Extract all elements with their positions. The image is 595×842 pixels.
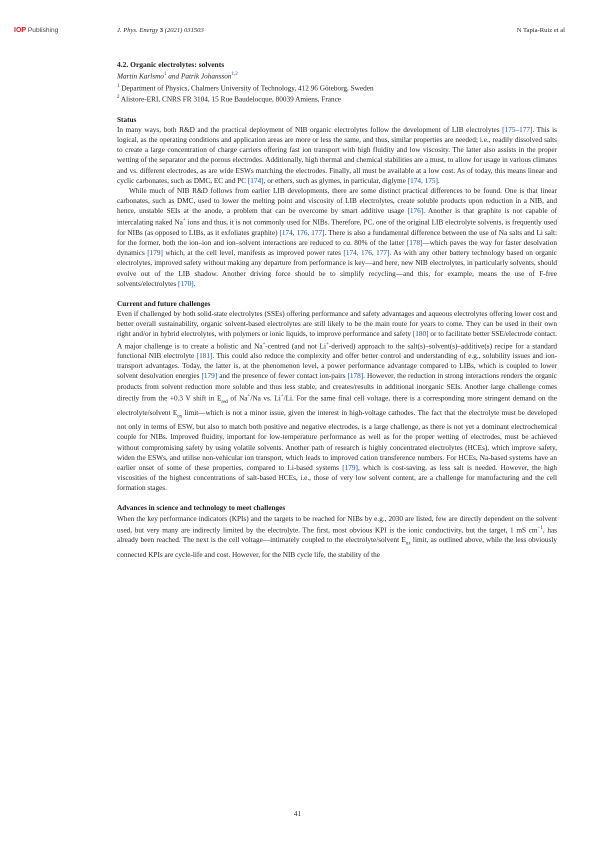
body-text-run: /Na vs. Li	[250, 394, 281, 403]
author-1: Martin Karlsmo	[117, 72, 164, 81]
body-text-run: −1	[537, 525, 543, 531]
body-text-run: of Na	[227, 394, 248, 403]
citation-link[interactable]: [178]	[406, 239, 423, 248]
body-text-run: . This could also reduce the complexity and offer better control and understanding of e.g., solubility issues and ion-transport advantages. Today, the latter is, at the phenomenon level, a power performance advantage compared to LIBs, which is coupled to lower solvent desolvation energies	[117, 352, 557, 381]
journal-citation	[117, 27, 204, 34]
citation-link[interactable]: [175–177]	[502, 126, 533, 134]
citation-link[interactable]: [179]	[342, 463, 358, 472]
body-text-run: +	[262, 341, 266, 347]
body-text-run: , has already been reached. The next is the cell voltage—intimately coupled to the electrolyte/solvent E	[117, 526, 557, 545]
citation-link[interactable]: [174, 175]	[407, 176, 438, 185]
author-2: and Patrik Johansson	[166, 72, 232, 81]
affiliation-1	[117, 82, 557, 94]
citation-link[interactable]: [180]	[412, 330, 429, 339]
body-text-run: ca.	[343, 239, 352, 248]
body-text-run: +	[326, 341, 329, 347]
body-text-run: ox	[177, 414, 183, 420]
citation-link[interactable]: [174, 176, 177]	[279, 228, 325, 237]
publisher-name: Publishing	[27, 27, 59, 34]
body-text-run: , or ethers, such as glymes, in particular, diglyme	[263, 176, 408, 185]
body-text-run: and the presence of fewer contact ion-pairs	[217, 372, 348, 381]
journal-year-article: (2021) 031503	[164, 27, 204, 34]
affiliation-1-text: Department of Physics, Chalmers University of Technology, 412 96 Göteborg, Sweden	[119, 84, 374, 93]
running-header	[0, 27, 595, 39]
body-text-run: . Another is that graphite is not capable of intercalating naked Na	[117, 207, 557, 227]
status-paragraph-1	[117, 125, 557, 186]
body-text-run: In many ways, both R&D and the practical deployment of NIB organic electrolytes follow the development of LIB electrolytes	[117, 126, 503, 134]
body-text-run: . This is logical, as the operating conditions and application areas are more or less the same, and thus, similar properties are needed; i.e., readily dissolved salts to create a large concentration of charge carriers offering fast ion transport with high fluidity and low viscosity. The latter also assists in the proper wetting of the separator and the porous electrodes. Additionally, high thermal and chemical stabilities are a must, to allow for usage in various climates and vs. different electrodes, as are wide ESWs matching the electrodes. Finally, all must be available at a low cost. As of today, this means linear and cyclic carbonates, such as DMC, EC and PC	[117, 126, 557, 185]
body-text-run: . However, the reduction in strong interactions renders the organic products from solvent reduction more soluble and thus less stable, and creates/results in additional inorganic SEIs. Another large challenge comes directly from the +0.3 V shift in E	[117, 372, 558, 403]
author-1-affil-link[interactable]: 1	[163, 72, 167, 78]
citation-link[interactable]: [179]	[201, 372, 218, 381]
body-text-run: -derived) approach to the salt(s)–solvent(s)–additive(s) recipe for a standard functional NIB electrolyte	[117, 341, 557, 361]
body-text-run: .	[193, 279, 196, 288]
body-text-run: which, at the cell level, manifests as improved power rates	[162, 249, 344, 258]
author-byline	[117, 70, 557, 82]
affiliation-2-text: Alistore-ERI, CNRS FR 3104, 15 Rue Baudelocque, 80039 Amiens, France	[119, 95, 342, 104]
body-text-run: red	[221, 399, 228, 405]
journal-abbrev: J. Phys. Energy	[117, 27, 159, 34]
advances-heading: Advances in science and technology to meet challenges	[117, 504, 286, 513]
journal-volume: 3	[159, 27, 164, 34]
body-text-run: -centred (and not Li	[265, 341, 326, 350]
advances-paragraph	[117, 514, 557, 560]
body-text-run: . There is also a fundamental difference between the use of Na salts and Li salt: for the former, both the ion–ion and ion–solvent interactions are reduced to	[117, 228, 557, 248]
body-text-run: +	[182, 218, 186, 224]
challenges-heading: Current and future challenges	[117, 299, 211, 308]
citation-link[interactable]: [181]	[196, 352, 213, 361]
body-text-run: limit, as outlined above, while the less obviously connected KPIs are cycle-life and cost. However, for the NIB cycle life, the stability of the	[117, 536, 557, 559]
body-text-run: , which is cost-saving, as less salt is needed. However, the high viscosities of the highest concentrations of salt-based HCEs, i.e., those of very low solvent content, are a challenge for manufacturing and the cell formation stages.	[117, 463, 557, 493]
iop-mark: IOP	[14, 27, 27, 34]
status-heading: Status	[117, 115, 137, 124]
citation-link[interactable]: [174]	[247, 176, 264, 185]
body-text-run: . As with any other battery technology based on organic electrolytes, improved safety without making any departure from performance is key—and here, new NIB electrolytes, in particularly solvents, should evolve out of the LIB shadow. Another driving force should be to simplify recycling—and this, for example, means the use of F-free solvents/electrolytes	[117, 249, 557, 288]
body-text-run: 80% of the latter	[351, 239, 407, 248]
citation-link[interactable]: [174, 176, 177]	[343, 249, 390, 258]
body-text-run: or to facilitate better SSE/electrode contact. A major challenge is to create a holistic and Na	[117, 330, 557, 350]
body-text-run: /Li. For the same final cell voltage, there is a corresponding more stringent demand on the electrolyte/solvent E	[117, 394, 558, 417]
page-number: 41	[293, 810, 302, 818]
body-text-run: When the key performance indicators (KPIs) and the targets to be reached for NIBs by e.g., 2030 are listed, few are directly dependent on the solvent used, but very many are indirectly limited by the electrolyte. The first, most obvious KPI is the ionic conductivity, but the target, 1 mS cm	[117, 514, 557, 535]
body-text-run: Even if challenged by both solid-state electrolytes (SSEs) offering performance and safety advantages and aqueous electrolytes offering lower cost and better overall sustainability, organic solvent-based electrolytes are still likely to be the main route for years to come. They can be used in their own right and/or in hybrid electrolytes, with polymers or ionic liquids, to improve performance and safety	[117, 310, 557, 339]
affiliation-1-num: 1	[117, 83, 120, 89]
body-text-run: ions and thus, it is not commonly used for NIBs. Therefore, PC, one of the original LIB electrolyte solvents, is frequently used for NIBs (as opposed to LIBs, as it exfoliates graphite)	[117, 218, 557, 237]
body-text-run: ox	[405, 541, 411, 547]
body-text-run: While much of NIB R&D follows from earlier LIB developments, there are some distinct practical differences to be found. One is that linear carbonates, such as DMC, used to lower the melting point and viscosity of LIB electrolytes, create soluble products upon reduction in a NIB, and hence, unstable SEIs at the anode, a problem that can be overcome by smart additive usage	[117, 186, 557, 216]
affiliation-2-num: 2	[117, 95, 120, 101]
body-text-run: —which paves the way for faster desolvation dynamics	[117, 239, 558, 258]
status-paragraph-2	[117, 186, 557, 289]
challenges-paragraph	[117, 309, 557, 493]
author-2-affil-link[interactable]: 1,2	[231, 72, 238, 78]
body-text-run: limit—which is not a minor issue, given the interest in high-voltage cathodes. The fact that the electrolyte must be developed not only in terms of ESW, but also to match both positive and negative electrodes, is a large challenge, as there is not yet a dominant electrochemical couple for NIBs. Improved fluidity, important for low-temperature performance as well as for the proper wetting of electrodes, must be achieved without compromising safety by using volatile solvents. Another path of research is highly concentrated electrolytes (HCEs), which improve safety, widen the ESWs, and utilise non-vehicular ion transport, which leads to improved cation transference numbers. For HCEs, Na-based systems have an earlier onset of some of these properties, compared to Li-based systems	[117, 408, 557, 472]
body-text-run: +	[280, 393, 284, 399]
citation-link[interactable]: [178]	[347, 372, 364, 381]
section-title: 4.2. Organic electrolytes: solvents	[117, 60, 225, 69]
body-text-run: .	[437, 176, 440, 185]
running-authors: N Tapia-Ruiz et al	[516, 27, 565, 34]
article-body	[117, 60, 557, 560]
citation-link[interactable]: [179]	[147, 249, 163, 258]
citation-link[interactable]: [170]	[178, 279, 194, 288]
iop-publishing-logo	[14, 27, 58, 34]
citation-link[interactable]: [176]	[407, 207, 424, 216]
affiliation-2	[117, 93, 557, 105]
body-text-run: +	[247, 393, 251, 399]
